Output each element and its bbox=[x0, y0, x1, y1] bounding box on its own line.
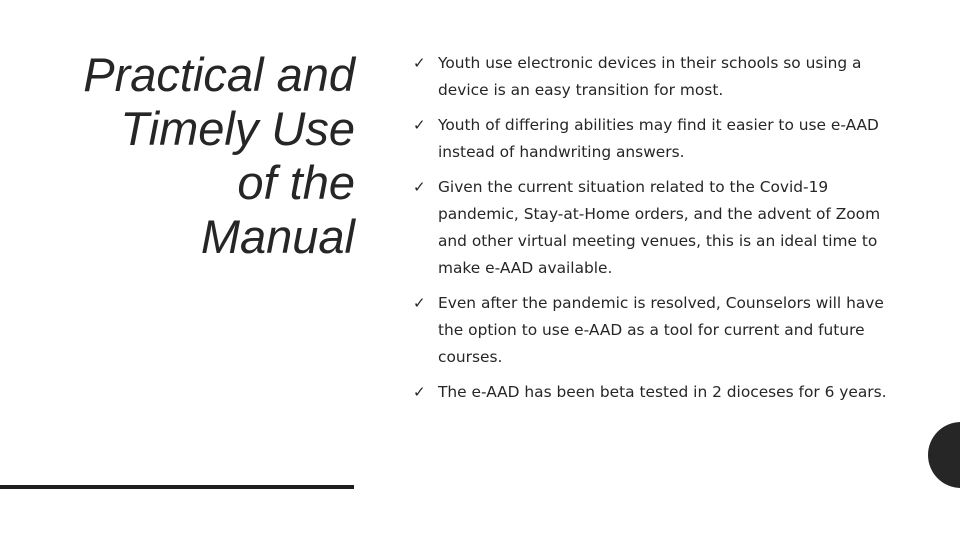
bullet-text: The e-AAD has been beta tested in 2 dioceses for 6 years. bbox=[438, 383, 887, 401]
title-line: Timely Use bbox=[120, 102, 355, 155]
title-line: Manual bbox=[200, 210, 355, 263]
checkmark-icon: ✓ bbox=[413, 383, 426, 401]
bullet-list bbox=[413, 50, 893, 414]
checkmark-icon: ✓ bbox=[413, 116, 426, 134]
bullet-item bbox=[413, 379, 893, 406]
title-line: of the bbox=[237, 156, 355, 209]
bullet-item bbox=[413, 50, 893, 104]
checkmark-icon: ✓ bbox=[413, 178, 426, 196]
checkmark-icon: ✓ bbox=[413, 294, 426, 312]
bullet-item bbox=[413, 112, 893, 166]
slide-title bbox=[15, 48, 355, 264]
title-underline-rule bbox=[0, 485, 354, 489]
title-line: Practical and bbox=[83, 48, 355, 101]
bullet-item bbox=[413, 174, 893, 282]
bullet-text: Even after the pandemic is resolved, Counselors will have the option to use e-AAD as a tool for current and future courses. bbox=[438, 294, 884, 366]
bullet-text: Youth of differing abilities may find it easier to use e-AAD instead of handwriting answers. bbox=[438, 116, 879, 161]
bullet-text: Youth use electronic devices in their schools so using a device is an easy transition for most. bbox=[438, 54, 862, 99]
decorative-circle bbox=[928, 422, 960, 488]
checkmark-icon: ✓ bbox=[413, 54, 426, 72]
bullet-text: Given the current situation related to the Covid-19 pandemic, Stay-at-Home orders, and the advent of Zoom and other virtual meeting venues, this is an ideal time to make e-AAD available. bbox=[438, 178, 881, 277]
bullet-item bbox=[413, 290, 893, 371]
